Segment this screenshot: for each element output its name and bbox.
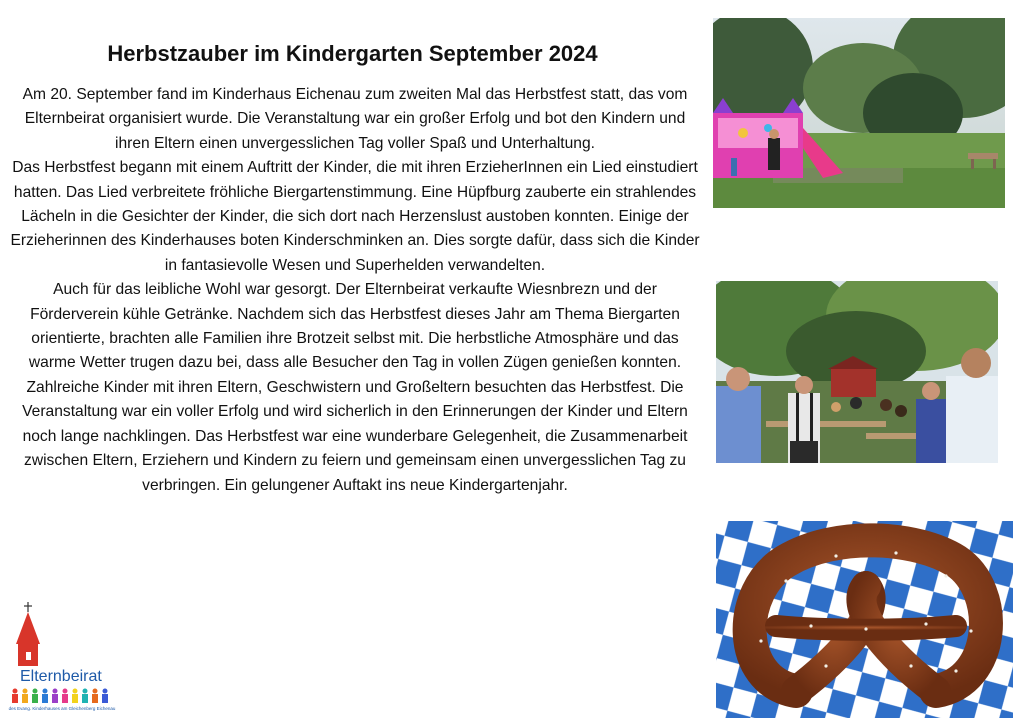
pretzel-photo bbox=[716, 521, 1013, 718]
paragraph-food: Auch für das leibliche Wohl war gesorgt. Der Elternbeirat verkaufte Wiesnbrezn und der Förderverein kühle Getränke. Nachdem sich das Herbstfest dieses Jahr am Thema Biergarten orientierte, brachten alle Familien ihre Brotzeit selbst mit. Die herbstliche Atmosphäre und das warme Wetter trugen dazu bei, dass alle Besucher den Tag in vollen Zügen genießen konnten. bbox=[28, 281, 682, 372]
children-row-icon bbox=[10, 688, 114, 704]
church-with-children-icon bbox=[6, 600, 118, 670]
beer-garden-crowd-photo bbox=[716, 281, 998, 463]
paragraph-program: Das Herbstfest begann mit einem Auftritt der Kinder, die mit ihren ErzieherInnen ein Lied einstudiert hatten. Das Lied verbreitete fröhliche Biergartenstimmung. Eine Hüpfburg zauberte ein strahlendes Lächeln in die Gesichter der Kinder, die sich dort nach Herzenslust austoben konnten. Einige der Erzieherinnen des Kinderhauses boten Kinderschminken an. Dies sorgte dafür, dass sich die Kinder in fantasievolle Wesen und Superhelden verwandelten. bbox=[10, 159, 700, 274]
elternbeirat-logo bbox=[6, 600, 118, 718]
page-title: Herbstzauber im Kindergarten September 2024 bbox=[107, 40, 598, 66]
article-body bbox=[10, 83, 700, 498]
logo-name: Elternbeirat bbox=[20, 668, 102, 685]
logo-subtitle: des Evang. Kinderhauses am Gleichenberg Eichenau bbox=[8, 706, 116, 711]
paragraph-intro: Am 20. September fand im Kinderhaus Eichenau zum zweiten Mal das Herbstfest statt, das vom Elternbeirat organisiert wurde. Die Veranstaltung war ein großer Erfolg und bot den Kindern und ihren Eltern einen unvergesslichen Tag voller Spaß und Unterhaltung. bbox=[22, 86, 688, 152]
bouncy-castle-photo bbox=[713, 18, 1005, 208]
paragraph-conclusion: Zahlreiche Kinder mit ihren Eltern, Geschwistern und Großeltern besuchten das Herbstfest. Die Veranstaltung war ein voller Erfolg und wird sicherlich in den Erinnerungen der Kinder und Eltern noch lange nachklingen. Das Herbstfest war eine wunderbare Gelegenheit, die Zusammenarbeit zwischen Eltern, Erziehern und Kindern zu feiern und gemeinsam einen unvergesslichen Tag zu verbringen. Ein gelungener Auftakt ins neue Kindergartenjahr. bbox=[22, 378, 688, 494]
